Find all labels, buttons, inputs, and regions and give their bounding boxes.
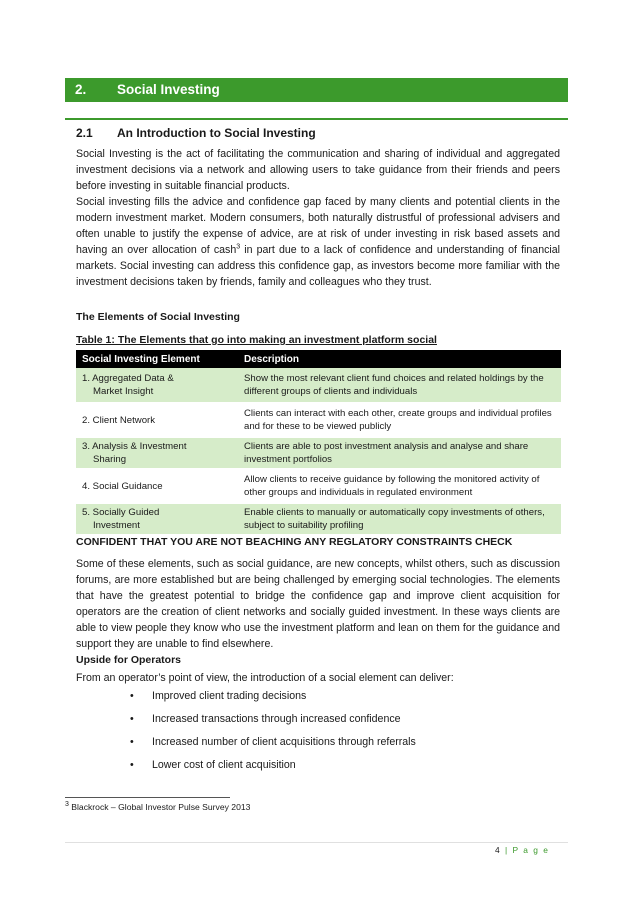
element-name: 3. Analysis & Investment (82, 441, 187, 452)
table-header-description: Description (238, 350, 561, 368)
table-cell-description: Clients are able to post investment analysis and analyse and share investment portfolios (238, 438, 561, 469)
table-cell-description: Show the most relevant client fund choices and related holdings by the different groups of clients and individuals (238, 368, 561, 403)
list-item-text: Increased number of client acquisitions through referrals (152, 736, 416, 748)
compliance-check-heading: CONFIDENT THAT YOU ARE NOT BEACHING ANY REGLATORY CONSTRAINTS CHECK (76, 536, 513, 548)
table-cell-element (76, 368, 238, 403)
footnote-divider (65, 797, 230, 798)
confidence-gap-paragraph (76, 194, 560, 290)
subsection-heading (65, 118, 568, 144)
table-caption: Table 1: The Elements that go into making an investment platform social (76, 334, 437, 346)
table-cell-element (76, 504, 238, 535)
footnote-reference: 3 (236, 243, 241, 251)
page-separator: | (501, 845, 513, 855)
table-row (76, 368, 561, 403)
footnote-text: Blackrock – Global Investor Pulse Survey 2013 (68, 802, 251, 812)
table-row (76, 403, 561, 438)
elements-table (76, 350, 561, 535)
element-name: 5. Socially Guided (82, 507, 160, 518)
table-cell-description: Clients can interact with each other, create groups and individual profiles and for these to be viewed publicly (238, 403, 561, 438)
paragraph-text-after-footnote: in part due to a lack of confidence and understanding of financial markets. Social investing can address this confidence gap, as investors become more familiar with the investment decisions taken by friends, family and colleagues who they trust. (76, 244, 560, 288)
table-row (76, 504, 561, 535)
section-title: Social Investing (117, 82, 220, 97)
element-name-cont: Sharing (93, 454, 127, 465)
subsection-title: An Introduction to Social Investing (117, 126, 316, 140)
footer-divider (65, 842, 568, 843)
list-item-text: Increased transactions through increased confidence (152, 713, 401, 725)
bullet-icon: • (130, 759, 134, 771)
paragraph-text-before-footnote: Social investing fills the advice and confidence gap faced by many clients and potential clients in the modern investment market. Modern consumers, both naturally distrustful of professional advisers and often unable to justify the expense of advice, are at risk of under investing in risk based assets and having an over allocation of cash (76, 196, 560, 256)
table-row (76, 438, 561, 469)
bullet-icon: • (130, 736, 134, 748)
page-footer (495, 845, 549, 855)
element-name: 2. Client Network (82, 414, 156, 426)
footnote-mark: 3 (65, 801, 69, 809)
subsection-number: 2.1 (76, 126, 93, 140)
element-name-cont: Investment (93, 520, 140, 531)
table-cell-element (76, 438, 238, 469)
element-name: 1. Aggregated Data & (82, 373, 174, 384)
section-heading-bar (65, 78, 568, 102)
list-item-text: Lower cost of client acquisition (152, 759, 296, 771)
section-number: 2. (75, 82, 87, 97)
bullet-icon: • (130, 690, 134, 702)
table-cell-element (76, 469, 238, 504)
operator-intro-paragraph: From an operator’s point of view, the introduction of a social element can deliver: (76, 672, 454, 684)
bullet-icon: • (130, 713, 134, 725)
intro-paragraph: Social Investing is the act of facilitating the communication and sharing of individual and aggregated investment decisions via a network and allowing users to take guidance from their friends and peers before investing in suitable financial products. (76, 148, 560, 192)
table-row (76, 469, 561, 504)
table-cell-element (76, 403, 238, 438)
table-header-element: Social Investing Element (76, 350, 238, 368)
table-header-row (76, 350, 561, 368)
elements-discussion-paragraph: Some of these elements, such as social guidance, are new concepts, whilst others, such as discussion forums, are more established but are being challenged by emerging social technologies. The elements that have the greatest potential to bridge the confidence gap and improve client acquisition for operators are the creation of client networks and socially guided investment. In these ways clients are able to view people they know who use the investment platform and lean on them for the guidance and support they are unable to find elsewhere. (76, 558, 560, 650)
element-name: 4. Social Guidance (82, 480, 163, 492)
page-label: P a g e (512, 845, 550, 855)
table-cell-description: Enable clients to manually or automatically copy investments of others, subject to suitability profiling (238, 504, 561, 535)
elements-heading: The Elements of Social Investing (76, 311, 240, 323)
page-number: 4 (495, 845, 502, 855)
footnote (65, 802, 250, 812)
list-item-text: Improved client trading decisions (152, 690, 307, 702)
upside-heading: Upside for Operators (76, 654, 182, 666)
element-name-cont: Market Insight (93, 386, 154, 397)
table-cell-description: Allow clients to receive guidance by following the monitored activity of other groups and individuals in regulated environment (238, 469, 561, 504)
